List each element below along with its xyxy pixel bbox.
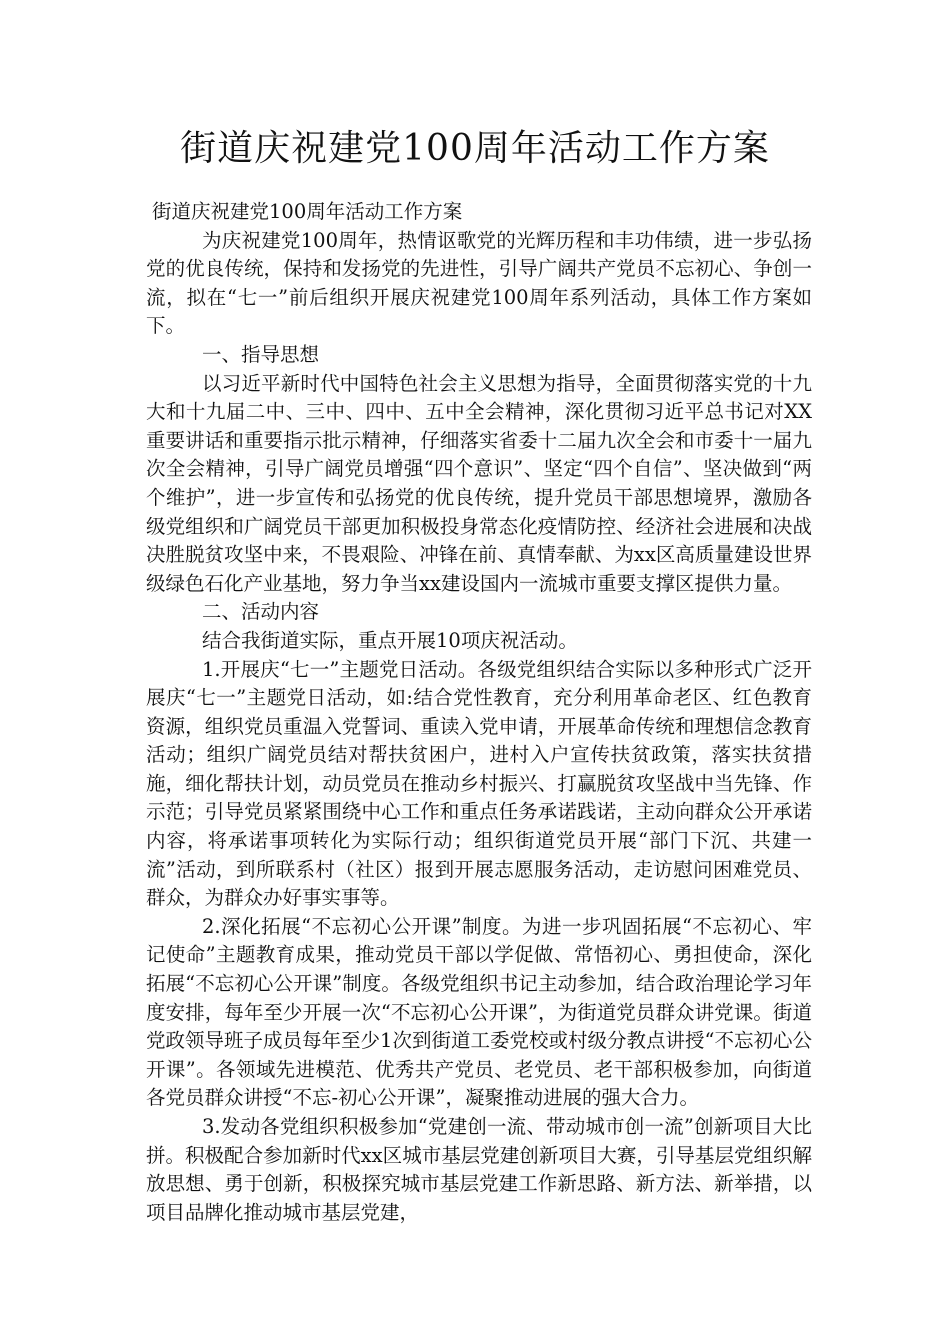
intro-paragraph: 为庆祝建党100周年，热情讴歌党的光辉历程和丰功伟绩，进一步弘扬党的优良传统，保持和发扬党的先进性，引导广阔共产党员不忘初心、争创一流，拟在“七一”前后组织开展庆祝建党100周年系列活动，具体工作方案如下。: [146, 228, 812, 338]
activity-summary-paragraph: 结合我街道实际，重点开展10项庆祝活动。: [202, 628, 578, 652]
section-heading-guiding-ideology: 一、指导思想: [202, 342, 320, 366]
guiding-ideology-paragraph: 以习近平新时代中国特色社会主义思想为指导，全面贯彻落实党的十九大和十九届二中、三中、四中、五中全会精神，深化贯彻习近平总书记对XX重要讲话和重要指示批示精神，仔细落实省委十二届九次全会和市委十一届九次全会精神，引导广阔党员增强“四个意识”、坚定“四个自信”、坚决做到“两个维护”，进一步宣传和弘扬党的优良传统，提升党员干部思想境界，激励各级党组织和广阔党员干部更加积极投身常态化疫情防控、经济社会进展和决战决胜脱贫攻坚中来，不畏艰险、冲锋在前、真情奉献、为xx区高质量建设世界级绿色石化产业基地，努力争当xx建设国内一流城市重要支撑区提供力量。: [146, 371, 812, 595]
document-title: 街道庆祝建党100周年活动工作方案: [180, 128, 770, 169]
activity-item-2: 2.深化拓展“不忘初心公开课”制度。为进一步巩固拓展“不忘初心、牢记使命”主题教育成果，推动党员干部以学促做、常悟初心、勇担使命，深化拓展“不忘初心公开课”制度。各级党组织书记主动参加，结合政治理论学习年度安排，每年至少开展一次“不忘初心公开课”，为街道党员群众讲党课。街道党政领导班子成员每年至少1次到街道工委党校或村级分教点讲授“不忘初心公开课”。各领域先进模范、优秀共产党员、老党员、老干部积极参加，向街道各党员群众讲授“不忘-初心公开课”，凝聚推动进展的强大合力。: [146, 914, 812, 1110]
activity-item-1: 1.开展庆“七一”主题党日活动。各级党组织结合实际以多种形式广泛开展庆“七一”主题党日活动，如:结合党性教育，充分利用革命老区、红色教育资源，组织党员重温入党誓词、重读入党申请，开展革命传统和理想信念教育活动；组织广阔党员结对帮扶贫困户，进村入户宣传扶贫政策，落实扶贫措施，细化帮扶计划，动员党员在推动乡村振兴、打赢脱贫攻坚战中当先锋、作示范；引导党员紧紧围绕中心工作和重点任务承诺践诺，主动向群众公开承诺内容，将承诺事项转化为实际行动；组织街道党员开展“部门下沉、共建一流”活动，到所联系村（社区）报到开展志愿服务活动，走访慰问困难党员、群众，为群众办好事实事等。: [146, 657, 812, 910]
activity-item-3: 3.发动各党组织积极参加“党建创一流、带动城市创一流”创新项目大比拼。积极配合参加新时代xx区城市基层党建创新项目大赛，引导基层党组织解放思想、勇于创新，积极探究城市基层党建工作新思路、新方法、新举措，以项目品牌化推动城市基层党建，: [146, 1115, 812, 1224]
section-heading-activity-content: 二、活动内容: [202, 600, 320, 624]
document-subtitle: 街道庆祝建党100周年活动工作方案: [152, 200, 463, 223]
document-body: [146, 198, 812, 1227]
